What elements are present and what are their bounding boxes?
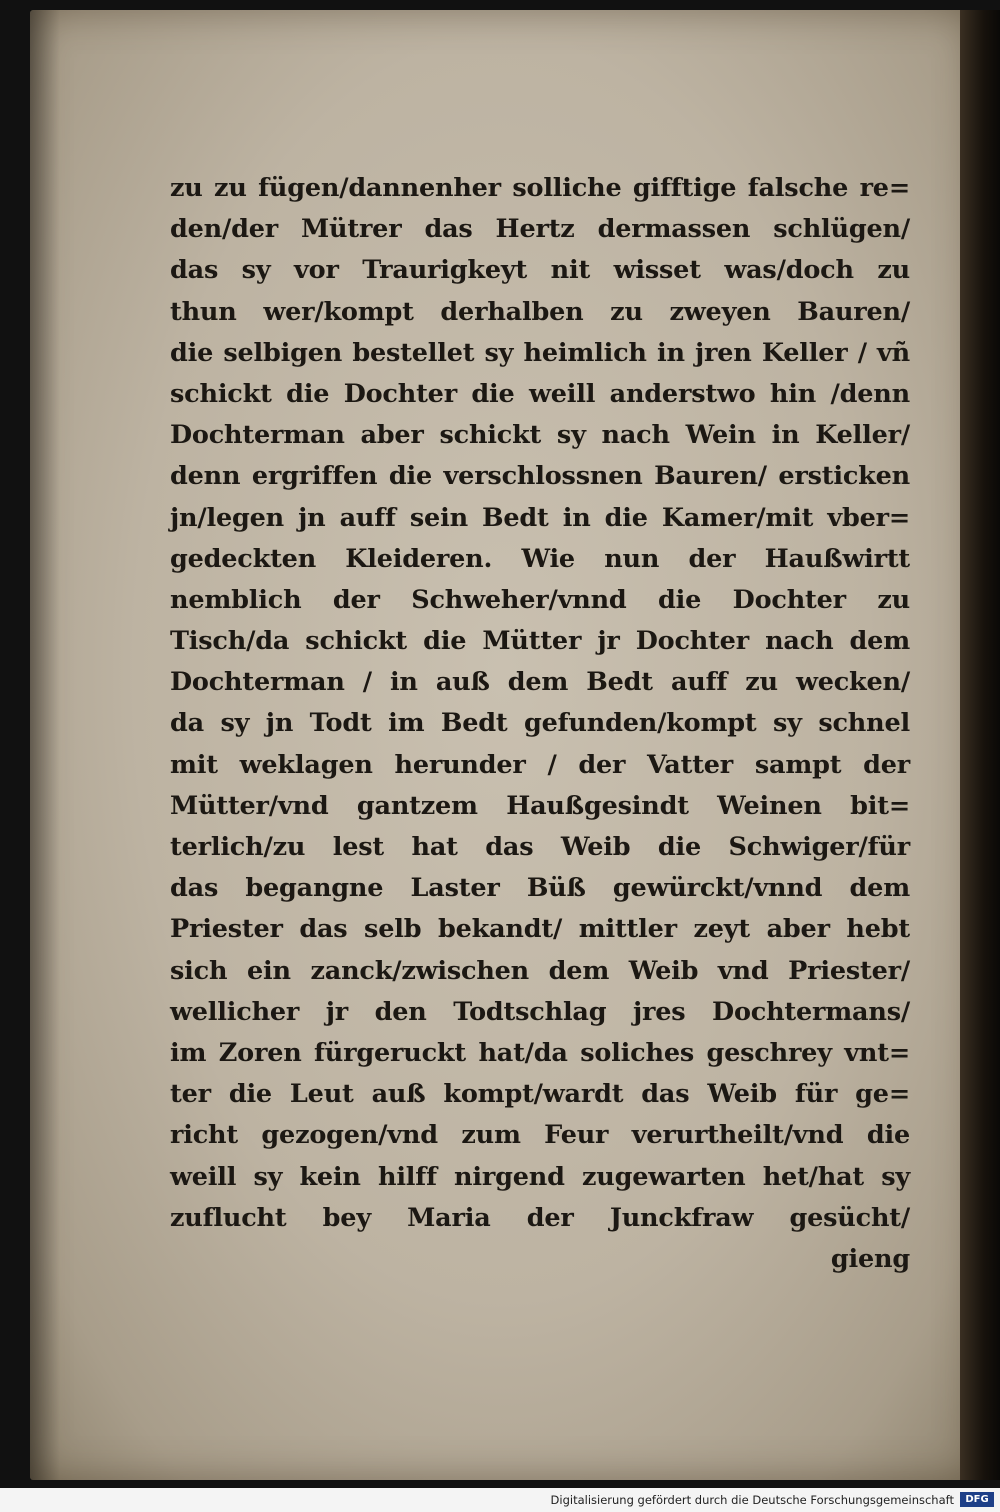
- text-line: thun wer/kompt derhalben zu zweyen Bauren/: [170, 296, 910, 327]
- footer-bar: [0, 1488, 1000, 1512]
- text-line: terlich/zu lest hat das Weib die Schwiger/für: [170, 832, 910, 862]
- text-line: wellicher jr den Todtschlag jres Dochtermans/: [170, 996, 910, 1027]
- text-line: Dochterman aber schickt sy nach Wein in Keller/: [170, 420, 910, 451]
- page-binding-shadow: [30, 10, 60, 1480]
- page-text-block: [170, 168, 910, 1280]
- text-line: Tisch/da schickt die Mütter jr Dochter nach dem: [170, 626, 910, 657]
- text-line: mit weklagen herunder / der Vatter sampt der: [170, 749, 910, 780]
- text-line: im Zoren fürgeruckt hat/da soliches geschrey vnt=: [170, 1037, 910, 1068]
- footer-credit: Digitalisierung gefördert durch die Deutsche Forschungsgemeinschaft: [550, 1493, 954, 1507]
- text-line: das sy vor Traurigkeyt nit wisset was/doch zu: [170, 255, 910, 286]
- text-line: sich ein zanck/zwischen dem Weib vnd Priester/: [170, 955, 910, 986]
- text-line: gedeckten Kleideren. Wie nun der Haußwirtt: [170, 543, 910, 574]
- text-line: zu zu fügen/dannenher solliche gifftige falsche re=: [170, 173, 910, 203]
- text-line: das begangne Laster Büß gewürckt/vnnd dem: [170, 873, 910, 904]
- catchword: gieng: [830, 1243, 910, 1274]
- text-line: Mütter/vnd gantzem Haußgesindt Weinen bit=: [170, 790, 910, 821]
- dfg-logo-icon: DFG: [960, 1492, 994, 1507]
- text-line: die selbigen bestellet sy heimlich in jren Keller / vñ: [170, 337, 910, 368]
- text-line: denn ergriffen die verschlossnen Bauren/ ersticken: [170, 461, 910, 492]
- text-line: ter die Leut auß kompt/wardt das Weib für ge=: [170, 1079, 910, 1110]
- text-line: schickt die Dochter die weill anderstwo hin /denn: [170, 378, 910, 409]
- text-line: richt gezogen/vnd zum Feur verurtheilt/vnd die: [170, 1120, 910, 1151]
- text-line: da sy jn Todt im Bedt gefunden/kompt sy schnel: [170, 708, 910, 739]
- text-line: den/der Mütrer das Hertz dermassen schlügen/: [170, 214, 910, 245]
- text-line: nemblich der Schweher/vnnd die Dochter zu: [170, 584, 910, 615]
- text-line: zuflucht bey Maria der Junckfraw gesücht/: [170, 1202, 910, 1233]
- text-line: Dochterman / in auß dem Bedt auff zu wecken/: [170, 667, 910, 698]
- page-edge-right: [960, 10, 1000, 1480]
- text-line: weill sy kein hilff nirgend zugewarten het/hat sy: [170, 1161, 910, 1192]
- text-line: Priester das selb bekandt/ mittler zeyt aber hebt: [170, 914, 910, 945]
- text-line: jn/legen jn auff sein Bedt in die Kamer/mit vber=: [170, 502, 910, 533]
